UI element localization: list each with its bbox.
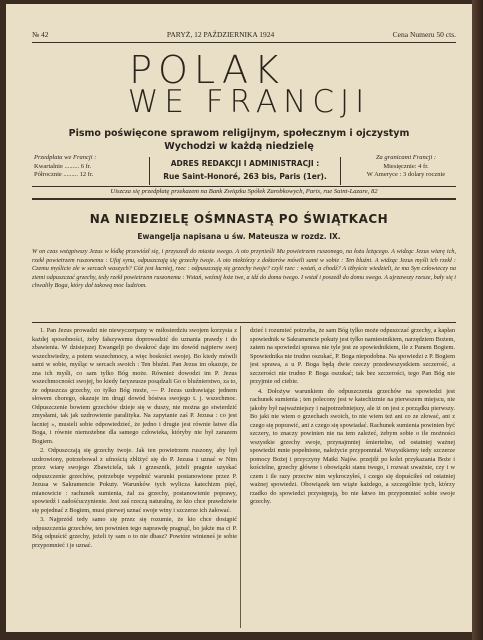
newspaper-page [6, 4, 472, 632]
divider [32, 42, 456, 43]
masthead-topline [32, 30, 456, 39]
subscription-abroad-monthly: Miesięcznie: 4 fr. [383, 162, 429, 170]
issue-price: Cena Numeru 50 cts. [392, 30, 456, 39]
editorial-address [149, 157, 341, 185]
subscription-france-heading: Przedpłata we Francji : [34, 154, 97, 161]
article-column-left [32, 327, 237, 627]
paragraph: 1. Pan Jezus prowadzi nie niewyczerpany w miłosierdziu swojem korzysta z każdej sposobności, żeby fałszywemu doprowadzić do uznania prawdy i do zbawienia. W dzisiejszej Ewangelji po dwakroć daje im dowód najpierw swej wszechwiedzy, a potem wszechmocy, a więc boskości swojej. Bo kiedy mówili sami w sobie, myśląc w sercach swoich : Ten bluźni. Pan Jezus im okazuje, że zna ich myśli, co sam tylko Bóg może. Również dowodzi im P. Jezus wszechmocności swojej, bo kiedy faryzeusze posądzali Go o bluźnierstwo, za to, że odpuszcza grzechy, co tylko Bóg może, — P. Jezus uzdrawiając jednem słowem chorego, okazuje im drugi dowód bóstwa swojego t. j. wszechmoc. Odpuszczenie bowiem grzechów dzieje się w duszy, nie można go stwierdzić zmysłami, tak jak uzdrowienie paralityka. Na zapytanie zaś P. Jezusa : co jest łacniej », musieli sobie odpowiedzieć, że jedno i drugie jest równie łatwe dla Boga, i równie niemożebne dla samego człowieka, któryby nie był zarazem Bogiem. [32, 327, 237, 445]
subscription-abroad-heading: Za granicami Francji : [375, 154, 437, 161]
newspaper-title-line1: POLAK [129, 48, 285, 92]
article-headline: NA NIEDZIELĘ OŚMNASTĄ PO ŚWIĄTKACH [89, 212, 389, 226]
gospel-reference: Ewangelja napisana u św. Mateusza w rozdz. IX. [137, 232, 341, 241]
subscription-france-halfyear: Półrocznie ......... 12 fr. [34, 171, 94, 178]
paragraph: 3. Najprzód tedy samo się przez się rozumie, że kto chce dostąpić odpuszczenia grzechów, ten powinien tego naprawdę pragnąć, bo jakże ma ci P. Bóg odpuścić grzechy, jeżeli ty sam o to nie dbasz? Powtóre winieneś je sobie przypomnieć i je uznać. [32, 516, 237, 549]
editorial-address-heading: ADRES REDAKCJI I ADMINISTRACJI : [170, 159, 320, 168]
divider [32, 186, 456, 187]
newspaper-frequency: Wychodzi w każdą niedzielę [164, 141, 314, 152]
divider [32, 322, 456, 323]
binding-edge [472, 0, 483, 640]
newspaper-title-line2: WE FRANCJI [127, 84, 371, 120]
column-divider [240, 326, 241, 628]
subscription-abroad [356, 154, 456, 180]
gospel-text: W on czas wstąpiwszy Jezus w łódkę przewiózł się, i przyszedł do miasta swego. A oto przynieśli Mu powietrzem ruszonego, na łożu leżącego. A widząc Jezus wiarę ich, rzekł powietrzem ruszonemu : Ufaj synu, odpuszczają się grzechy twoje. A oto niektórzy z doktorów mówili sami w sobie : Ten bluźni. A widząc Jezus myśli ich rzekł : Czemu myślicie złe w sercach waszych? Cóż jest łacniej, rzec : odpuszczają się grzechy twoje? czyli rzec : wstań, a chodź? A iżbyście wiedzieli, że ma Syn człowieczy na ziemi odpuszczać grzechy, tedy rzekł powietrzem ruszonemu : Wstań, weźmij łoże twe, a idź do domu twego. I wstał i poszedł do domu swego. A ujrzawszy rzesze, bały się i chwaliły Boga, który dał takową moc ludziom. [32, 248, 456, 290]
article-column-right [250, 327, 455, 627]
payment-notice: Uiszcza się przedpłatę przekazem na Bank Związku Spółek Zarobkowych, Paris, rue Saint-Lazare, 82 [110, 188, 378, 195]
newspaper-subtitle: Pismo poświęcone sprawom religijnym, społecznym i ojczystym [68, 128, 410, 139]
subscription-abroad-america: W Ameryce : 3 dolary rocznie [366, 171, 446, 178]
issue-number: № 42 [32, 30, 49, 39]
paragraph: 2. Odpuszczają się grzechy twoje. Jak ten powietrzem ruszony, aby był uzdrowiony, potrzebował z ufnością zbliżyć się do P. Jezusa i uznać w Nim przez wiarę swojego Zbawiciela, tak i grzesznik, jeżeli pragnie uzyskać odpuszczenie grzechów, potrzebuje wypełnić warunki postanowione przez P. Jezusa w Sakramencie Pokuty. Warunków tych wylicza katechizm pięć, mianowicie : rachunek sumienia, żal za grzechy, postanowienie poprawy, spowiedź i zadośćuczynienie. Jest zaś rzeczą naturalną, że kto chce prawdziwie się pojednać z Bogiem, musi pierwej uznać swoje winy i szczerze ich żałować. [32, 447, 237, 514]
paragraph: dzieć i rozumieć potrzeba, że sam Bóg tylko może odpuszczać grzechy, a kapłan spowiednik w Sakramencie pokuty jest tylko namiestnikiem, narzędziem Bożem, zatem na spowiedzi sprawa nie tyle jest ze spowiednikiem, ile z Panem Bogiem. Spowiednika nie trudno oszukać, P. Boga niepodobna. Na spowiedzi z P. Bogiem jest sprawa, a u P. Boga będą dwie rzeczy przedewszystkiem szczerość, a szczerości nie trudno P. Boga oszukać; tak bez szczerości, tego Pan Bóg nie przyjmie od ciebie. [250, 327, 455, 385]
divider [32, 198, 456, 200]
paragraph: 4. Dołożyw warunkiem do odpuszczenia grzechów na spowiedzi jest rachunek sumienia ; ten polecony jest w katechizmie na pierwszem miejscu, nie jakoby był najważniejszy i najpotrzebniejszy, ale iż on jest z porządku pierwszy. Bo jaki nie wiem o grzechach swoich, to nie wiem też ani co ze złować, ani z czego się poprawić, ani z czego się spowiadać. Rachunek sumienia powinien być szczery, to znaczy powinien nie na tem zależeć, żebym sobie o ile możności wszystkie grzechy swoje, przynajmniej śmiertelne, od ostatniej ważnej spowiedzi mnie popełnione, należycie przypomniał. Wszystkiemy tedy szczerze pomocy Bożej i przyczyny Matki Najśw. przejdź po kolei przykazania Boże i kościelne, grzechy główne i obowiązki stanu twego, i rozważ uważnie, czy i w czem i ile razy przeciw nim wykroczyłeś, i czego się dopuściłeś od ostatniej ważnej spowiedzi. Obowiązek ten wiąże każdego, a szczególnie tych, którzy rzadko do spowiedzi przystępują, bo nie łatwo im przypomnieć sobie swoje grzechy. [250, 387, 455, 505]
subscription-france [34, 154, 96, 180]
editorial-address-street: Rue Saint-Honoré, 263 bis, Paris (1er). [163, 172, 327, 181]
subscription-france-quarterly: Kwartalnie ......... 6 fr. [34, 162, 92, 170]
issue-date: PARYŻ, 12 PAŹDZIERNIKA 1924 [166, 30, 275, 39]
